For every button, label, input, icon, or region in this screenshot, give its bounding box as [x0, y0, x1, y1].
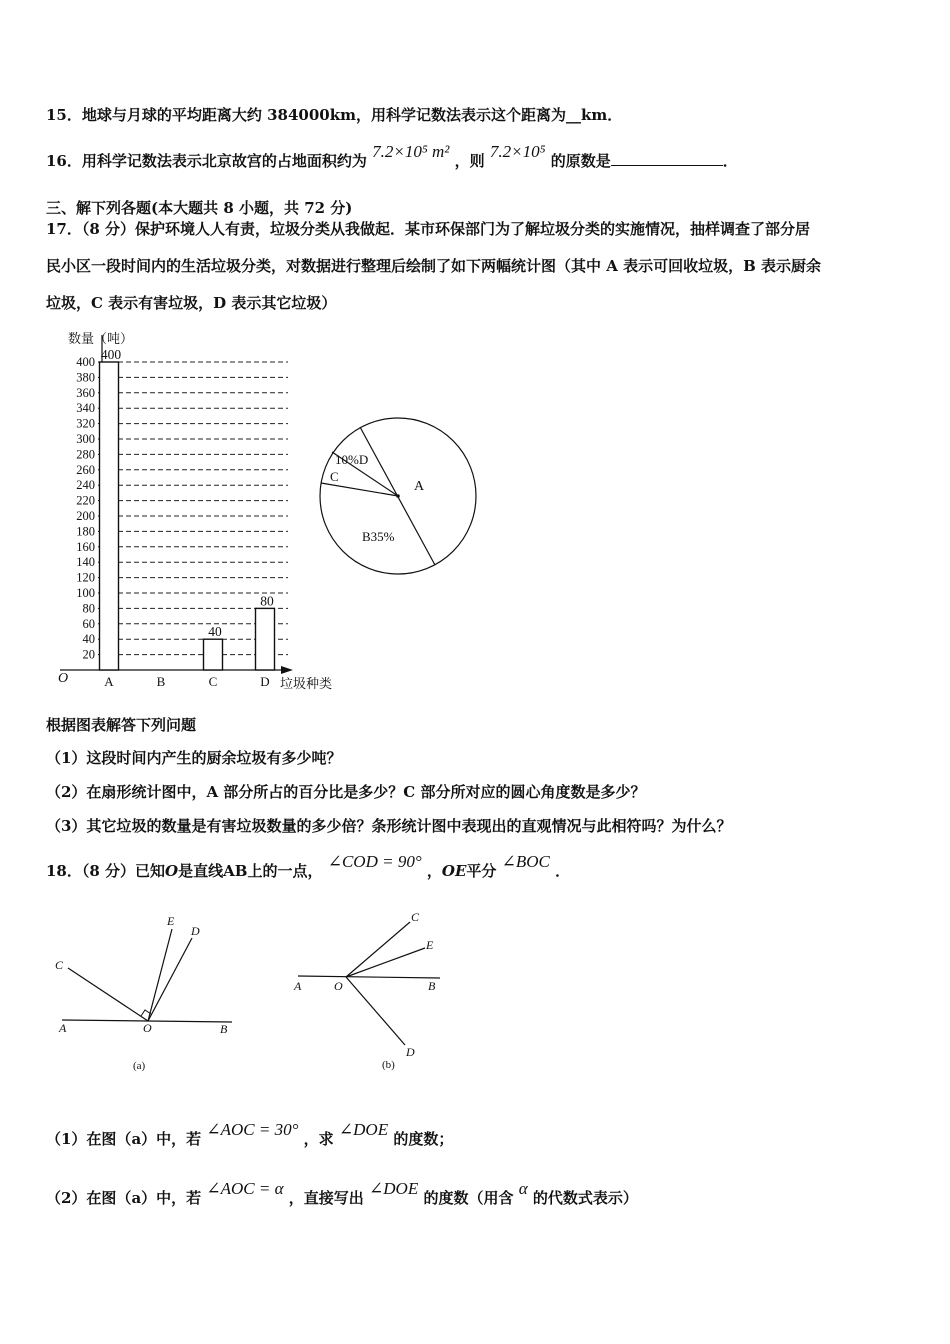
fig-a-label-c: C [55, 958, 64, 972]
q18-sub2-math-alpha: α [518, 1179, 528, 1198]
x-axis-arrow [281, 666, 293, 674]
q17-sub-3: （3）其它垃圾的数量是有害垃圾数量的多少倍？条形统计图中表现出的直观情况与此相符吗？为什么？ [46, 817, 732, 835]
fig-a-ray-oc [68, 968, 148, 1021]
q17-sub-1: （1）这段时间内产生的厨余垃圾有多少吨？ [46, 749, 342, 767]
y-tick-label-320: 320 [76, 416, 95, 431]
q18-sub2-math-aoc: ∠AOC = α [206, 1179, 284, 1198]
q18-point-o: O [165, 862, 179, 880]
pie-label-c: C [330, 469, 339, 484]
q18-sub2-suffix: 的代数式表示） [532, 1189, 638, 1207]
q18-math-cod: ∠COD = 90° [327, 852, 422, 871]
y-tick-label-380: 380 [76, 370, 95, 385]
fig-a-label-a: A [59, 1021, 67, 1035]
y-tick-label-180: 180 [76, 524, 95, 539]
fig-a-ray-oe [148, 929, 172, 1021]
bar-D [256, 608, 275, 670]
y-tick-label-80: 80 [82, 601, 95, 616]
fig-b-label-e: E [426, 938, 434, 952]
fig-b-label-c: C [411, 910, 420, 924]
q18-ray-oe: OE [441, 862, 467, 880]
fig-b-label-b: B [428, 979, 436, 993]
q17-line-1: 17．（8 分）保护环境人人有责，垃圾分类从我做起．某市环保部门为了解垃圾分类的实施情况，抽样调查了部分居 [46, 220, 811, 238]
q18-prefix: 18．（8 分）已知 [46, 862, 166, 880]
q17-line-2: 民小区一段时间内的生活垃圾分类，对数据进行整理后绘制了如下两幅统计图（其中 A 表示可回收垃圾，B 表示厨余 [46, 257, 821, 275]
q15-blank: __ [566, 106, 581, 124]
q15-unit: km． [581, 106, 623, 124]
bar-data-label-A: 400 [100, 347, 122, 362]
q16-math-area: 7.2×10⁵ m² [372, 142, 450, 161]
y-tick-label-400: 400 [76, 355, 95, 369]
q18-math-boc: ∠BOC [501, 852, 550, 871]
origin-label: O [58, 671, 69, 686]
fig-b-label-d: D [406, 1045, 415, 1059]
q18-mid1: 是直线 [178, 862, 224, 880]
pie-divider-bc [321, 483, 398, 496]
q18-sub2-mid2: 的度数（用含 [423, 1189, 514, 1207]
y-tick-label-260: 260 [76, 462, 95, 477]
y-tick-label-340: 340 [76, 401, 95, 416]
bar-chart [40, 325, 350, 697]
q16-prefix: 16．用科学记数法表示北京故宫的占地面积约为 [46, 152, 367, 170]
q18-mid2: 上的一点， [247, 862, 323, 880]
q15-text: 15．地球与月球的平均距离大约 384000km，用科学记数法表示这个距离为 [46, 106, 566, 124]
q18-end: ． [555, 862, 571, 880]
bar-C [204, 639, 223, 670]
pie-chart [316, 410, 481, 580]
x-tick-label-B: B [156, 674, 166, 689]
fig-b-ray-oe [346, 948, 425, 977]
y-tick-label-240: 240 [76, 478, 95, 493]
q18-line-ab: AB [223, 862, 248, 880]
figure-a [50, 905, 250, 1080]
q18-sub1-mid: ，求 [303, 1130, 334, 1148]
q17-line-3: 垃圾，C 表示有害垃圾，D 表示其它垃圾） [46, 294, 337, 312]
y-tick-label-40: 40 [82, 632, 95, 647]
fig-b-label-o: O [334, 979, 343, 993]
pie-label-a: A [414, 479, 425, 494]
fig-b-caption: (b) [382, 1059, 395, 1071]
y-tick-label-360: 360 [76, 385, 95, 400]
question-18 [46, 852, 571, 881]
question-15 [46, 104, 622, 125]
q18-sub1-math-doe: ∠DOE [338, 1120, 389, 1139]
q18-mid3: ， [426, 862, 442, 880]
bar-data-label-D: 80 [260, 593, 274, 609]
fig-a-label-e: E [167, 914, 175, 928]
q18-mid4: 平分 [466, 862, 497, 880]
q16-math-number: 7.2×10⁵ [489, 142, 546, 161]
pie-label-d: 10%D [335, 452, 369, 467]
y-tick-label-160: 160 [76, 539, 95, 554]
q18-sub-1 [46, 1120, 454, 1149]
question-16 [46, 142, 738, 171]
x-tick-label-D: D [260, 674, 270, 689]
y-tick-label-20: 20 [82, 647, 95, 662]
y-tick-label-140: 140 [76, 555, 95, 570]
q18-sub1-suffix: 的度数； [393, 1130, 454, 1148]
y-tick-label-300: 300 [76, 432, 95, 446]
question-17-stem [46, 211, 906, 322]
q17-sub-2: （2）在扇形统计图中，A 部分所占的百分比是多少？C 部分所对应的圆心角度数是多少？ [46, 783, 646, 801]
y-tick-label-200: 200 [76, 509, 95, 523]
figure-b [290, 905, 460, 1080]
y-tick-label-120: 120 [76, 570, 95, 585]
pie-label-b: B35% [362, 529, 395, 544]
fig-a-label-b: B [220, 1022, 228, 1036]
section-3-title: 三、解下列各题(本大题共 8 小题，共 72 分) [46, 199, 353, 217]
q18-sub1-prefix: （1）在图（a）中，若 [46, 1130, 202, 1148]
fig-b-label-a: A [294, 979, 302, 993]
x-tick-label-A: A [104, 674, 114, 689]
fig-b-line-ab [298, 976, 440, 978]
fig-b-ray-od [346, 977, 405, 1045]
fig-a-ray-od [148, 938, 192, 1021]
fig-b-ray-oc [346, 922, 410, 977]
y-tick-label-280: 280 [76, 447, 95, 462]
pie-center [396, 494, 400, 498]
q18-sub2-prefix: （2）在图（a）中，若 [46, 1189, 202, 1207]
q18-sub2-math-doe: ∠DOE [369, 1179, 419, 1198]
y-tick-label-220: 220 [76, 493, 95, 508]
y-axis-label: 数量（吨） [68, 331, 134, 346]
bar-data-label-C: 40 [208, 624, 222, 640]
bar-chart-bars [100, 347, 275, 670]
q17-intro: 根据图表解答下列问题 [46, 716, 197, 734]
q18-sub1-math-aoc: ∠AOC = 30° [206, 1120, 299, 1139]
fig-a-label-o: O [143, 1021, 152, 1035]
fig-a-label-d: D [191, 924, 200, 938]
q16-end: ． [722, 152, 738, 170]
fig-a-caption: (a) [133, 1060, 146, 1072]
q16-mid: ，则 [454, 152, 485, 170]
x-axis-label: 垃圾种类 [280, 676, 333, 691]
q18-sub-2 [46, 1179, 638, 1208]
q16-answer-blank [611, 151, 723, 166]
x-tick-label-C: C [208, 674, 218, 689]
q16-suffix: 的原数是 [550, 152, 611, 170]
bar-A [100, 362, 119, 670]
y-tick-label-60: 60 [82, 616, 95, 631]
q18-sub2-mid: ，直接写出 [288, 1189, 364, 1207]
y-tick-label-100: 100 [76, 586, 95, 600]
